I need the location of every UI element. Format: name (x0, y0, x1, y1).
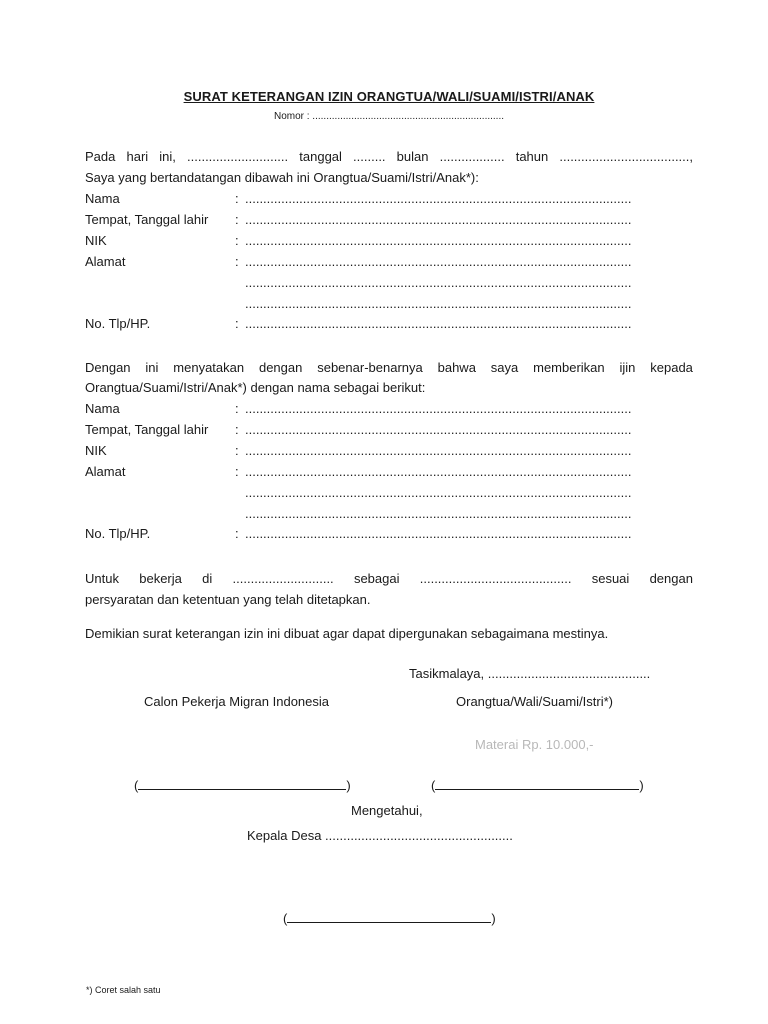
field-colon: : (235, 443, 239, 458)
statement-line-2: Orangtua/Suami/Istri/Anak*) dengan nama sebagai berikut: (85, 380, 426, 395)
work-line (85, 571, 693, 587)
work-word: sebagai (353, 571, 400, 586)
field-label: No. Tlp/HP. (85, 526, 151, 541)
document-title: SURAT KETERANGAN IZIN ORANGTUA/WALI/SUAMI/ISTRI/ANAK (183, 89, 595, 104)
field-row-birth (85, 212, 693, 228)
paren-close: ) (491, 911, 496, 926)
statement-word: sebenar-benarnya (317, 360, 423, 375)
stamp-duty-placeholder: Materai Rp. 10.000,- (475, 737, 594, 752)
field-row-phone (85, 316, 693, 332)
statement-word: ijin (619, 360, 636, 375)
intro-word: bulan (396, 149, 429, 164)
field-label: NIK (85, 233, 107, 248)
field-row-nik (85, 233, 693, 249)
statement-word: ini (145, 360, 159, 375)
statement-word: saya (490, 360, 519, 375)
field-row-nik (85, 443, 693, 459)
field-label: Alamat (85, 254, 126, 269)
intro-date-line (85, 149, 693, 165)
statement-word: Dengan (85, 360, 131, 375)
address-blank-line: ........................................................................................................... (245, 275, 632, 290)
paren-open: ( (431, 778, 436, 793)
right-signature-line (431, 777, 644, 794)
field-colon: : (235, 526, 239, 541)
paren-open: ( (134, 778, 139, 793)
address-blank-line: ........................................................................................................... (245, 296, 632, 311)
field-blank: ........................................................................................................... (245, 212, 632, 227)
field-row-name (85, 191, 693, 207)
closing-statement: Demikian surat keterangan izin ini dibuat agar dapat dipergunakan sebagaimana mestinya. (85, 626, 609, 641)
field-colon: : (235, 233, 239, 248)
paren-close: ) (639, 778, 644, 793)
work-word: di (202, 571, 213, 586)
address-blank-line: ........................................................................................................... (245, 506, 632, 521)
document-number: Nomor : ..................................................................... (273, 111, 505, 122)
field-row-birth (85, 422, 693, 438)
statement-word: dengan (258, 360, 303, 375)
year-blank: ...................................., (559, 149, 693, 164)
paren-close: ) (346, 778, 351, 793)
statement-word: kepada (650, 360, 693, 375)
work-word: bekerja (139, 571, 182, 586)
field-blank: ........................................................................................................... (245, 464, 632, 479)
work-position-blank: .......................................... (419, 571, 572, 586)
right-signatory-title: Orangtua/Wali/Suami/Istri*) (456, 694, 614, 709)
date-blank: ......... (353, 149, 386, 164)
intro-word: hari (126, 149, 149, 164)
field-row-phone (85, 526, 693, 542)
field-row-address (85, 464, 693, 480)
acknowledge-label: Mengetahui, (351, 803, 423, 818)
village-head-signature-line (283, 910, 496, 927)
work-word: Untuk (85, 571, 119, 586)
field-blank: ........................................................................................................... (245, 233, 632, 248)
field-label: Alamat (85, 464, 126, 479)
field-blank: ........................................................................................................... (245, 401, 632, 416)
field-label: NIK (85, 443, 107, 458)
signature-underline (287, 910, 491, 923)
work-word: dengan (649, 571, 693, 586)
field-row-name (85, 401, 693, 417)
intro-word: Pada (85, 149, 116, 164)
field-label: Tempat, Tanggal lahir (85, 422, 209, 437)
field-colon: : (235, 212, 239, 227)
work-word: sesuai (591, 571, 630, 586)
field-blank: ........................................................................................................... (245, 526, 632, 541)
field-colon: : (235, 464, 239, 479)
signature-underline (138, 777, 346, 790)
statement-word: bahwa (437, 360, 476, 375)
left-signature-line (134, 777, 351, 794)
statement-word: memberikan (533, 360, 605, 375)
month-blank: .................. (439, 149, 505, 164)
field-colon: : (235, 422, 239, 437)
field-colon: : (235, 191, 239, 206)
field-label: Nama (85, 191, 120, 206)
left-signatory-title: Calon Pekerja Migran Indonesia (144, 694, 329, 709)
field-blank: ........................................................................................................... (245, 254, 632, 269)
field-label: No. Tlp/HP. (85, 316, 151, 331)
field-label: Nama (85, 401, 120, 416)
intro-declaration: Saya yang bertandatangan dibawah ini Orangtua/Suami/Istri/Anak*): (85, 170, 479, 185)
work-location-blank: ............................ (232, 571, 334, 586)
village-head-label: Kepala Desa .................................................... (247, 828, 513, 843)
field-blank: ........................................................................................................... (245, 316, 632, 331)
paren-open: ( (283, 911, 288, 926)
signature-underline (435, 777, 639, 790)
field-colon: : (235, 254, 239, 269)
field-row-address (85, 254, 693, 270)
field-colon: : (235, 401, 239, 416)
intro-word: ini, (159, 149, 176, 164)
intro-word: tahun (515, 149, 549, 164)
field-blank: ........................................................................................................... (245, 191, 632, 206)
field-colon: : (235, 316, 239, 331)
intro-word: tanggal (299, 149, 342, 164)
field-blank: ........................................................................................................... (245, 422, 632, 437)
field-label: Tempat, Tanggal lahir (85, 212, 209, 227)
work-line-2: persyaratan dan ketentuan yang telah ditetapkan. (85, 592, 371, 607)
place-date: Tasikmalaya, ............................................. (409, 666, 651, 681)
statement-line (85, 360, 693, 376)
statement-word: menyatakan (173, 360, 245, 375)
address-blank-line: ........................................................................................................... (245, 485, 632, 500)
field-blank: ........................................................................................................... (245, 443, 632, 458)
footnote: *) Coret salah satu (86, 985, 161, 995)
day-blank: ............................ (187, 149, 289, 164)
